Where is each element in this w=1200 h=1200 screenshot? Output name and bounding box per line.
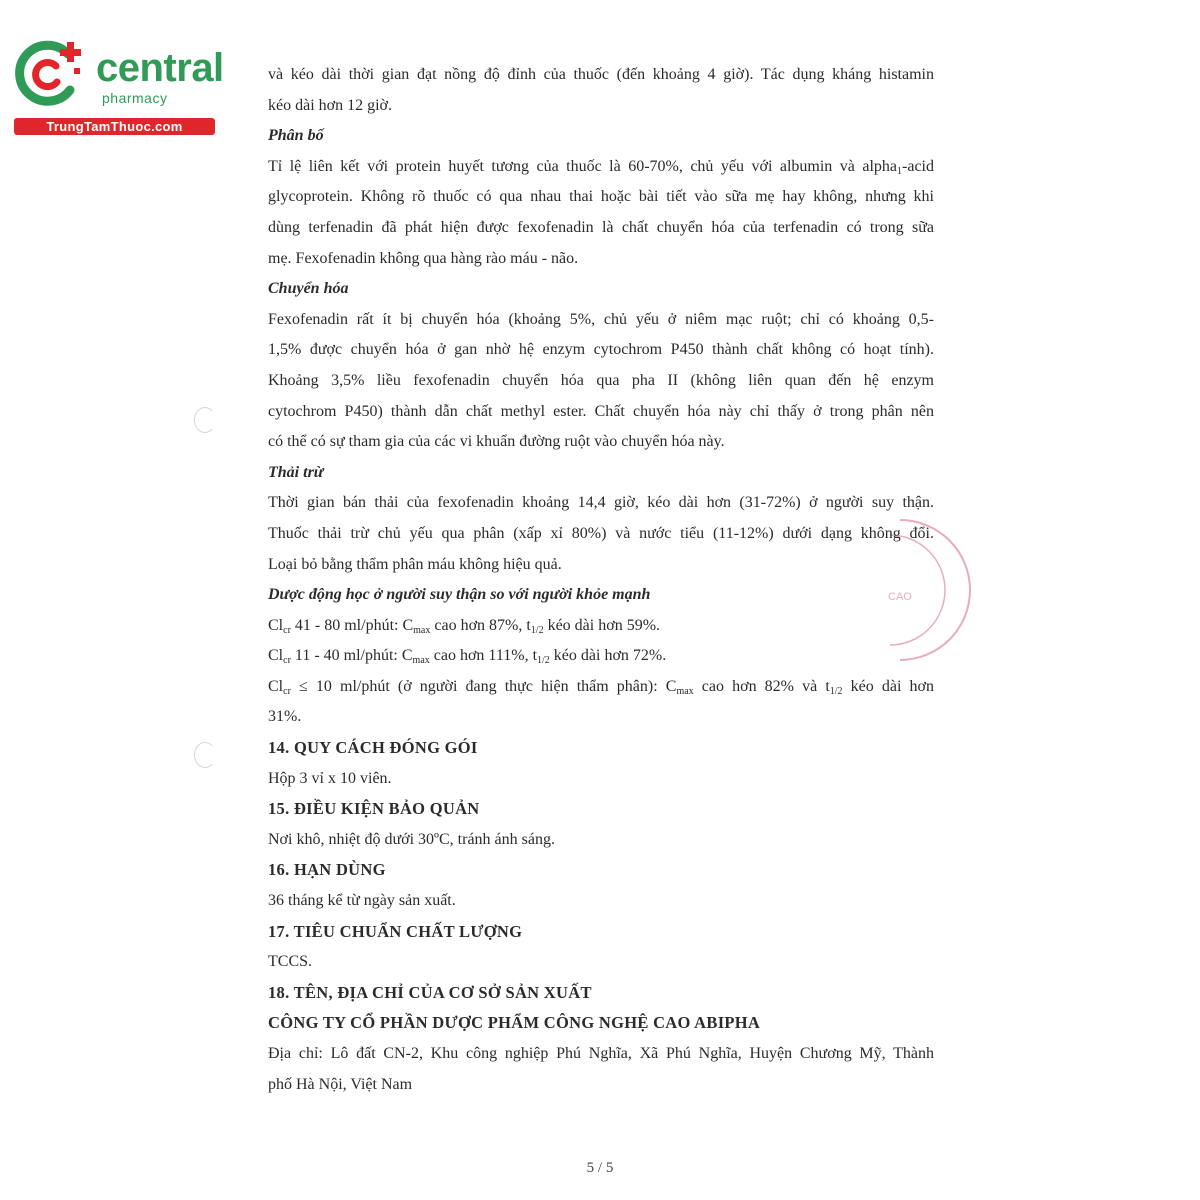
paragraph-line: Tỉ lệ liên kết với protein huyết tương của thuốc là 60-70%, chủ yếu với albumin và alpha$_1$-acid <box>268 157 934 177</box>
pk-row: $Cl_{cr} \le 10$ ml/phút (ở người đang thực hiện thẩm phân): $C_{max}$ cao hơn 82% và $t_{1/2}$ kéo dài hơn <box>268 677 934 697</box>
paragraph-line: Thuốc thải trừ chủ yếu qua phân (xấp xỉ 80%) và nước tiểu (11-12%) dưới dạng không đổi. <box>268 524 934 542</box>
paragraph-line: cytochrom P450) thành dẫn chất methyl ester. Chất chuyển hóa này chỉ thấy ở trong phân nên <box>268 402 934 420</box>
section-text-14: Hộp 3 vỉ x 10 viên. <box>268 769 392 787</box>
section-heading-18: 18. TÊN, ĐỊA CHỈ CỦA CƠ SỞ SẢN XUẤT <box>268 982 592 1002</box>
subheading-chuyen-hoa: Chuyển hóa <box>268 280 349 298</box>
paragraph-line: 31%. <box>268 708 302 726</box>
section-heading-16: 16. HẠN DÙNG <box>268 860 386 880</box>
subheading-duoc-dong-hoc: Dược động học ở người suy thận so với người khỏe mạnh <box>268 586 651 604</box>
logo-website-bar: TrungTamThuoc.com <box>14 118 215 135</box>
section-text-17: TCCS. <box>268 953 313 971</box>
paragraph-line: và kéo dài thời gian đạt nồng độ đỉnh của thuốc (đến khoảng 4 giờ). Tác dụng kháng histamin <box>268 66 934 83</box>
pk-row: $Cl_{cr}$ 11 - 40 ml/phút: $C_{max}$ cao hơn 111%, $t_{1/2}$ kéo dài hơn 72%. <box>268 647 667 667</box>
pk-row: $Cl_{cr}$ 41 - 80 ml/phút: $C_{max}$ cao hơn 87%, $t_{1/2}$ kéo dài hơn 59%. <box>268 616 661 636</box>
paragraph-line: Thời gian bán thải của fexofenadin khoảng 14,4 giờ, kéo dài hơn (31-72%) ở người suy thận. <box>268 494 934 512</box>
binder-hole-top <box>194 407 216 433</box>
subheading-phan-bo: Phân bố <box>268 127 324 145</box>
section-heading-15: 15. ĐIỀU KIỆN BẢO QUẢN <box>268 799 480 819</box>
logo-brand-name: central <box>96 46 224 90</box>
section-heading-14: 14. QUY CÁCH ĐÓNG GÓI <box>268 738 478 758</box>
logo-subtitle: pharmacy <box>102 90 168 106</box>
binder-hole-bottom <box>194 742 216 768</box>
subheading-thai-tru: Thải trừ <box>268 463 324 481</box>
paragraph-line: Loại bỏ bằng thẩm phân máu không hiệu quả. <box>268 555 562 573</box>
page-number: 5 / 5 <box>586 1160 614 1176</box>
paragraph-line: glycoprotein. Không rõ thuốc có qua nhau thai hoặc bài tiết vào sữa mẹ hay không, nhưng khi <box>268 188 934 206</box>
paragraph-line: Fexofenadin rất ít bị chuyển hóa (khoảng 5%, chủ yếu ở niêm mạc ruột; chỉ có khoảng 0,5- <box>268 310 934 328</box>
manufacturer-address-line: Địa chỉ: Lô đất CN-2, Khu công nghiệp Phú Nghĩa, Xã Phú Nghĩa, Huyện Chương Mỹ, Thành <box>268 1045 934 1062</box>
document-body <box>268 60 934 1100</box>
paragraph-line: mẹ. Fexofenadin không qua hàng rào máu - não. <box>268 249 579 267</box>
paragraph-line: Khoảng 3,5% liều fexofenadin chuyển hóa qua pha II (không liên quan đến hệ enzym <box>268 371 934 389</box>
manufacturer-address-line: phố Hà Nội, Việt Nam <box>268 1075 413 1093</box>
stamp-text: CAO <box>888 591 912 603</box>
paragraph-line: 1,5% được chuyển hóa ở gan nhờ hệ enzym cytochrom P450 thành chất không có hoạt tính). <box>268 341 934 359</box>
section-text-15: Nơi khô, nhiệt độ dưới 30ºC, tránh ánh sáng. <box>268 830 555 848</box>
central-pharmacy-logo <box>10 38 224 138</box>
manufacturer-name: CÔNG TY CỔ PHẦN DƯỢC PHẨM CÔNG NGHỆ CAO ABIPHA <box>268 1013 761 1033</box>
paragraph-line: có thể có sự tham gia của các vi khuẩn đường ruột vào chuyển hóa này. <box>268 433 725 451</box>
paragraph-line: dùng terfenadin đã phát hiện được fexofenadin là chất chuyển hóa của terfenadin có trong sữa <box>268 218 934 236</box>
section-heading-17: 17. TIÊU CHUẨN CHẤT LƯỢNG <box>268 921 523 941</box>
paragraph-line: kéo dài hơn 12 giờ. <box>268 96 393 114</box>
central-pharmacy-emblem-icon <box>10 38 96 108</box>
section-text-16: 36 tháng kể từ ngày sản xuất. <box>268 892 456 910</box>
